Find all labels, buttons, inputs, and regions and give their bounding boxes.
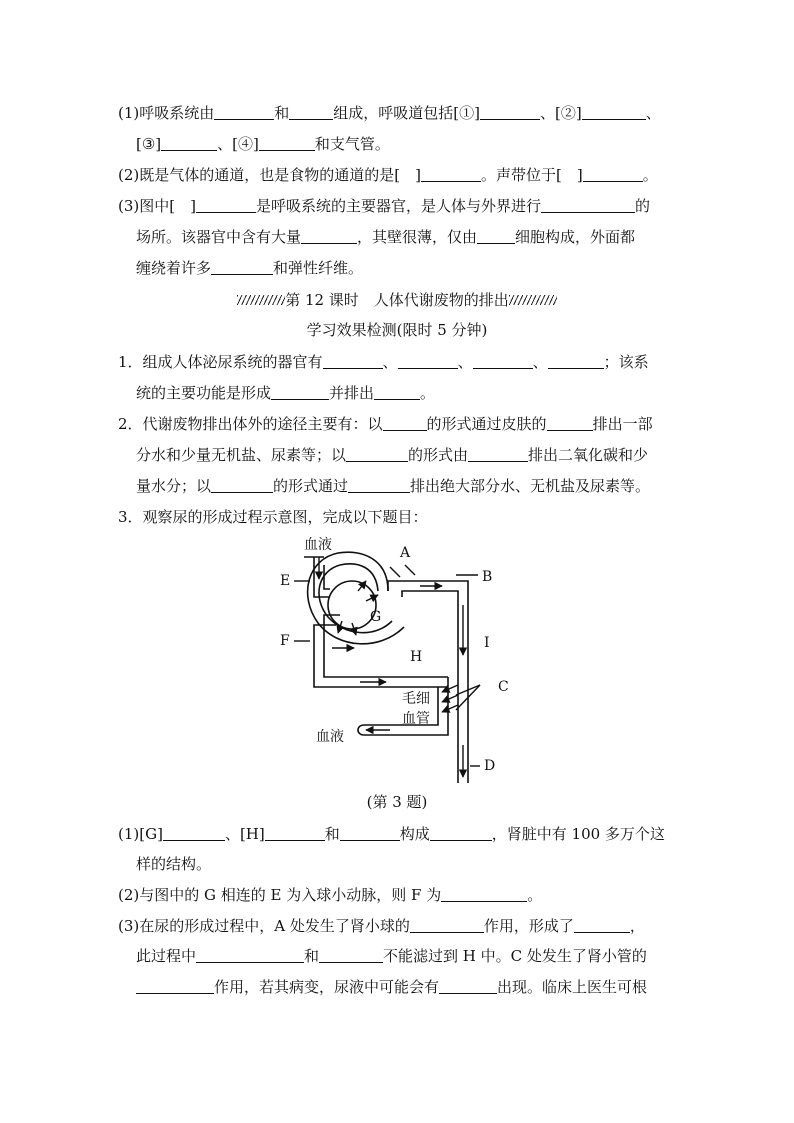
label-capillary-1: 毛细 [402, 691, 430, 707]
text: [③] [136, 135, 162, 153]
text: (3)在尿的形成过程中，A 处发生了肾小球的 [118, 917, 410, 935]
ex3-q2 [118, 885, 542, 905]
text: 缠绕着许多 [136, 259, 212, 277]
text: 出现。临床上医生可根 [497, 978, 648, 996]
ex3-q1-line1 [118, 824, 665, 844]
ex3-q3-line3 [136, 977, 647, 997]
text: 的 [634, 197, 650, 215]
label-blood-top: 血液 [304, 537, 332, 553]
text: 不能滤过到 H 中。C 处发生了肾小管的 [383, 947, 647, 965]
text: 作用，若其病变，尿液中可能会有 [214, 978, 440, 996]
label-H: H [410, 649, 423, 665]
answer-blank[interactable] [265, 825, 325, 841]
text: 和支气管。 [314, 135, 390, 153]
text: 细胞构成，外面都 [515, 228, 636, 246]
lesson-subtitle: 学习效果检测(限时 5 分钟) [306, 321, 488, 339]
answer-blank[interactable] [340, 825, 400, 841]
text: 1．组成人体泌尿系统的器官有 [118, 353, 323, 371]
text: 、 [382, 353, 398, 371]
resp-q1-line1 [118, 103, 661, 123]
label-B: B [482, 569, 493, 585]
ex3-q3-line2 [136, 946, 647, 966]
text: ， [629, 917, 645, 935]
hatch-decoration [237, 295, 285, 305]
text: 、[④] [217, 135, 259, 153]
ex1-line2 [136, 383, 435, 403]
resp-q3-line3 [136, 258, 363, 278]
text: (3)图中[ ] [118, 197, 196, 215]
figure-caption: (第 3 题) [366, 793, 428, 811]
label-C: C [498, 679, 509, 695]
text: 、 [532, 353, 548, 371]
answer-blank[interactable] [196, 947, 304, 963]
glomerulus-circle [328, 581, 376, 629]
text: ；该系 [603, 353, 649, 371]
answer-blank[interactable] [421, 166, 481, 182]
capsule-outer [308, 552, 404, 644]
label-I: I [484, 635, 490, 651]
ex3-q1-line2: 样的结构。 [136, 855, 212, 873]
text: 排出二氧化碳和少 [528, 446, 649, 464]
answer-blank[interactable] [477, 228, 515, 244]
label-capillary-2: 血管 [402, 711, 430, 727]
answer-blank[interactable] [211, 259, 273, 275]
answer-blank[interactable] [163, 825, 225, 841]
text: 、 [457, 353, 473, 371]
text: 和 [304, 947, 320, 965]
answer-blank[interactable] [289, 104, 333, 120]
answer-blank[interactable] [439, 978, 497, 994]
text: ，其壁很薄，仅由 [357, 228, 478, 246]
label-F: F [280, 633, 290, 649]
lesson-title [0, 290, 794, 310]
text: 、[H] [224, 825, 265, 843]
text: 此过程中 [136, 947, 197, 965]
text: 。声带位于[ ] [480, 166, 583, 184]
answer-blank[interactable] [547, 415, 593, 431]
answer-blank[interactable] [323, 353, 383, 369]
text: 的形式通过 [273, 477, 349, 495]
text: 场所。该器官中含有大量 [136, 228, 302, 246]
answer-blank[interactable] [468, 446, 528, 462]
answer-blank[interactable] [214, 104, 274, 120]
label-D: D [484, 758, 496, 774]
ex3-stem: 3．观察尿的形成过程示意图，完成以下题目： [118, 508, 428, 526]
answer-blank[interactable] [383, 415, 427, 431]
text: 、[②] [539, 104, 582, 122]
text: (1)[G] [118, 825, 163, 843]
ex2-line3 [136, 476, 650, 496]
answer-blank[interactable] [548, 353, 604, 369]
resp-q1-line2 [136, 134, 390, 154]
answer-blank[interactable] [480, 104, 540, 120]
text: 统的主要功能是形成 [136, 384, 272, 402]
answer-blank[interactable] [473, 353, 533, 369]
answer-blank[interactable] [348, 477, 410, 493]
answer-blank[interactable] [582, 104, 646, 120]
answer-blank[interactable] [574, 917, 630, 933]
answer-blank[interactable] [271, 384, 329, 400]
answer-blank[interactable] [346, 446, 408, 462]
text: (1)呼吸系统由 [118, 104, 215, 122]
label-A: A [400, 545, 411, 561]
label-G: G [370, 609, 382, 625]
text: 。 [420, 384, 436, 402]
answer-blank[interactable] [259, 135, 315, 151]
answer-blank[interactable] [374, 384, 420, 400]
answer-blank[interactable] [161, 135, 217, 151]
answer-blank[interactable] [136, 978, 214, 994]
text: 排出绝大部分水、无机盐及尿素等。 [410, 477, 651, 495]
answer-blank[interactable] [301, 228, 357, 244]
text: (2)与图中的 G 相连的 E 为入球小动脉，则 F 为 [118, 886, 442, 904]
text: 的形式由 [408, 446, 469, 464]
tubule-top [388, 581, 468, 783]
text: 作用，形成了 [483, 917, 574, 935]
text: 、 [645, 104, 661, 122]
answer-blank[interactable] [398, 353, 458, 369]
text: 是呼吸系统的主要器官，是人体与外界进行 [255, 197, 541, 215]
ex2-line1 [118, 414, 653, 434]
text: 和 [324, 825, 340, 843]
resp-q2 [118, 165, 658, 185]
ex3-q3-line1 [118, 916, 645, 936]
text: 2．代谢废物排出体外的途径主要有：以 [118, 415, 383, 433]
ex2-line2 [136, 445, 648, 465]
text: 。 [642, 166, 658, 184]
label-E: E [280, 573, 291, 589]
ex1-line1 [118, 352, 649, 372]
text: (2)既是气体的通道，也是食物的通道的是[ ] [118, 166, 421, 184]
lesson-title-text: 第 12 课时 人体代谢废物的排出 [285, 291, 509, 309]
answer-blank[interactable] [211, 477, 273, 493]
afferent-arteriole [314, 557, 330, 597]
text: 分水和少量无机盐、尿素等；以 [136, 446, 347, 464]
nephron-diagram [270, 535, 530, 785]
text: ，肾脏中有 100 多万个这 [491, 825, 665, 843]
text: 和弹性纤维。 [273, 259, 364, 277]
answer-blank[interactable] [430, 825, 492, 841]
text: 排出一部 [592, 415, 653, 433]
text: 量水分；以 [136, 477, 212, 495]
label-blood-bottom: 血液 [316, 729, 344, 745]
text: 并排出 [329, 384, 375, 402]
text: 组成，呼吸道包括[①] [333, 104, 480, 122]
answer-blank[interactable] [410, 917, 484, 933]
resp-q3-line2 [136, 227, 635, 247]
answer-blank[interactable] [583, 166, 643, 182]
resp-q3-line1 [118, 196, 650, 216]
text: 的形式通过皮肤的 [426, 415, 547, 433]
answer-blank[interactable] [541, 197, 635, 213]
hatch-decoration [509, 295, 557, 305]
text: 和 [274, 104, 290, 122]
answer-blank[interactable] [196, 197, 256, 213]
text: 构成 [399, 825, 430, 843]
answer-blank[interactable] [441, 886, 527, 902]
answer-blank[interactable] [319, 947, 383, 963]
text: 。 [527, 886, 543, 904]
